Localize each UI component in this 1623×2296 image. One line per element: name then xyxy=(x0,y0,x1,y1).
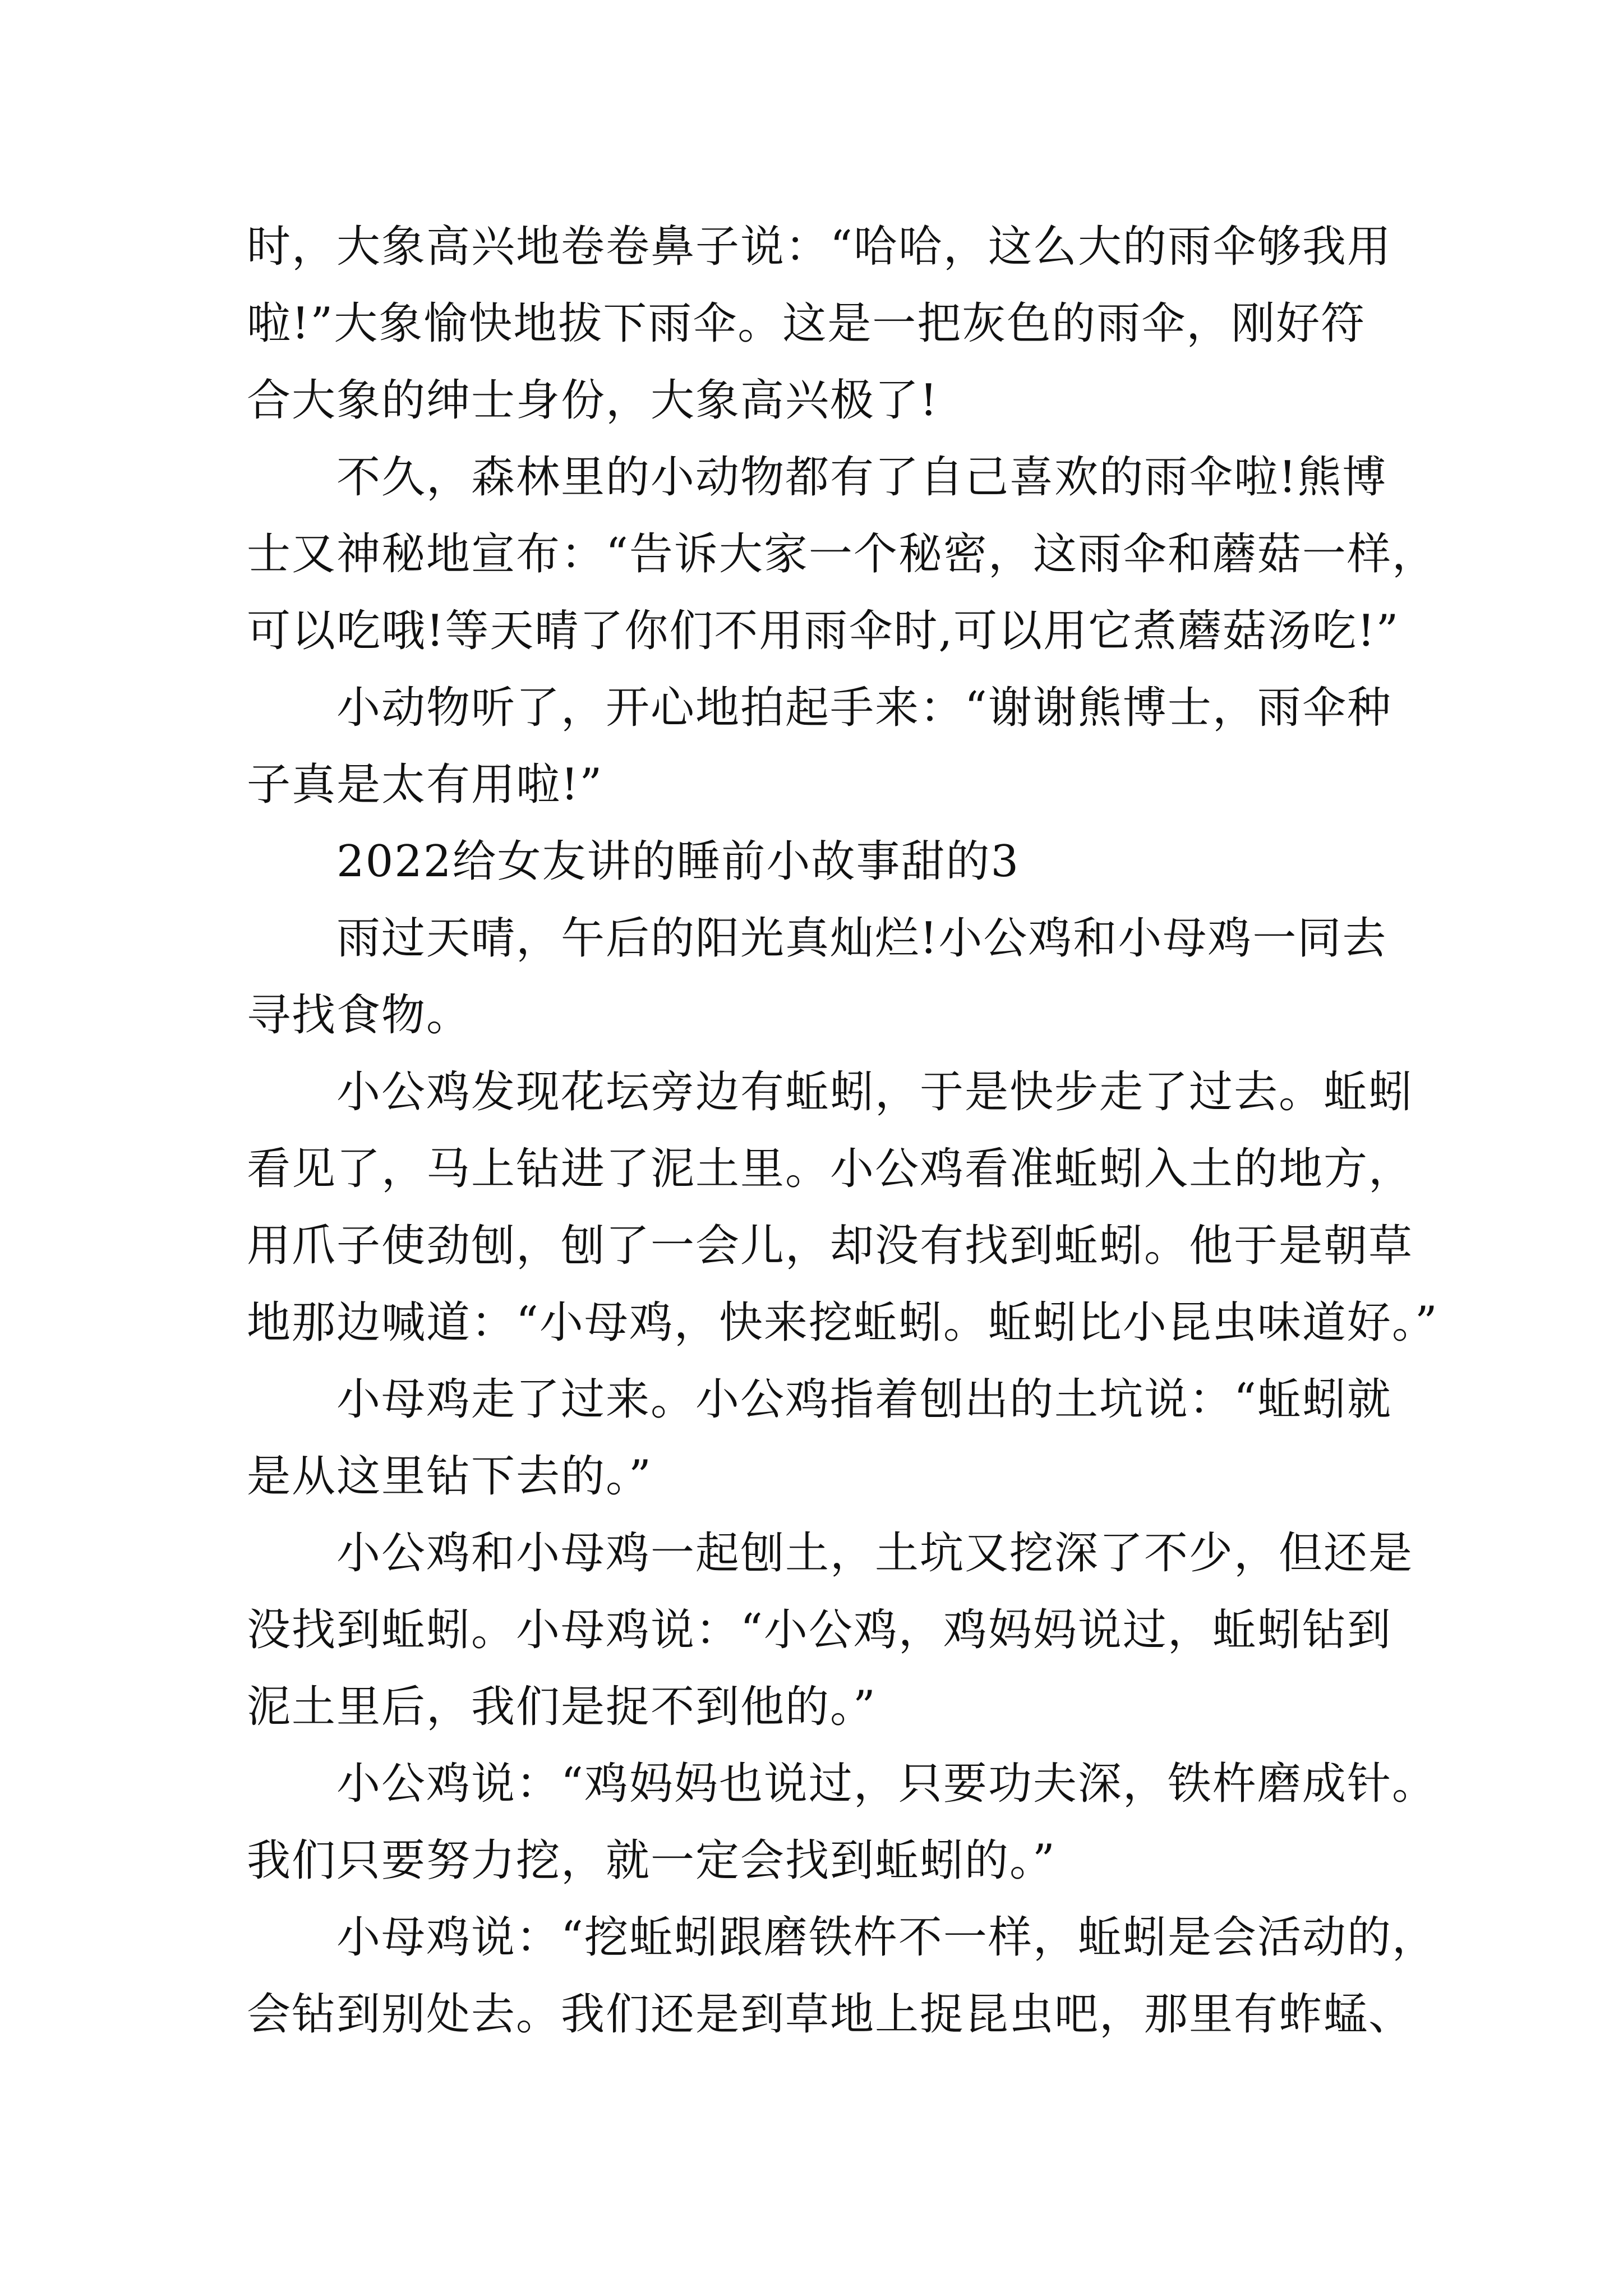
document-body xyxy=(247,209,1438,2053)
text-line: 可以吃哦!等天晴了你们不用雨伞时,可以用它煮蘑菇汤吃!” xyxy=(247,606,1400,656)
text-line: 寻找食物。 xyxy=(247,990,472,1041)
text-line: 泥土里后，我们是捉不到他的。” xyxy=(247,1682,877,1732)
text-line: 小公鸡发现花坛旁边有蚯蚓，于是快步走了过去。蚯蚓 xyxy=(336,1067,1414,1117)
text-line: 小公鸡和小母鸡一起刨土，土坑又挖深了不少，但还是 xyxy=(336,1528,1414,1579)
text-line: 时，大象高兴地卷卷鼻子说：“哈哈，这么大的雨伞够我用 xyxy=(247,222,1392,272)
text-line: 不久，森林里的小动物都有了自己喜欢的雨伞啦!熊博 xyxy=(336,452,1387,503)
text-line: 小公鸡说：“鸡妈妈也说过，只要功夫深，铁杵磨成针。 xyxy=(336,1759,1437,1809)
text-line: 看见了，马上钻进了泥土里。小公鸡看准蚯蚓入土的地方， xyxy=(247,1144,1414,1194)
text-line: 小母鸡走了过来。小公鸡指着刨出的土坑说：“蚯蚓就 xyxy=(336,1374,1392,1425)
text-line: 士又神秘地宣布：“告诉大家一个秘密，这雨伞和蘑菇一样， xyxy=(247,529,1437,579)
text-line: 啦!”大象愉快地拔下雨伞。这是一把灰色的雨伞，刚好符 xyxy=(247,298,1366,349)
text-line: 子真是太有用啦!” xyxy=(247,760,603,810)
text-line: 是从这里钻下去的。” xyxy=(247,1451,652,1502)
text-line: 会钻到别处去。我们还是到草地上捉昆虫吧，那里有蚱蜢、 xyxy=(247,1989,1414,2040)
text-line: 小母鸡说：“挖蚯蚓跟磨铁杵不一样，蚯蚓是会活动的， xyxy=(336,1912,1437,1963)
text-line: 我们只要努力挖，就一定会找到蚯蚓的。” xyxy=(247,1835,1056,1886)
text-line: 合大象的绅士身份，大象高兴极了! xyxy=(247,375,939,426)
text-line: 小动物听了，开心地拍起手来：“谢谢熊博士，雨伞种 xyxy=(336,683,1392,733)
section-heading: 2022给女友讲的睡前小故事甜的3 xyxy=(336,836,1020,887)
text-line: 用爪子使劲刨，刨了一会儿，却没有找到蚯蚓。他于是朝草 xyxy=(247,1221,1414,1271)
text-line: 地那边喊道：“小母鸡，快来挖蚯蚓。蚯蚓比小昆虫味道好。” xyxy=(247,1297,1438,1348)
text-line: 雨过天晴，午后的阳光真灿烂!小公鸡和小母鸡一同去 xyxy=(336,913,1387,964)
text-line: 没找到蚯蚓。小母鸡说：“小公鸡，鸡妈妈说过，蚯蚓钻到 xyxy=(247,1605,1392,1655)
